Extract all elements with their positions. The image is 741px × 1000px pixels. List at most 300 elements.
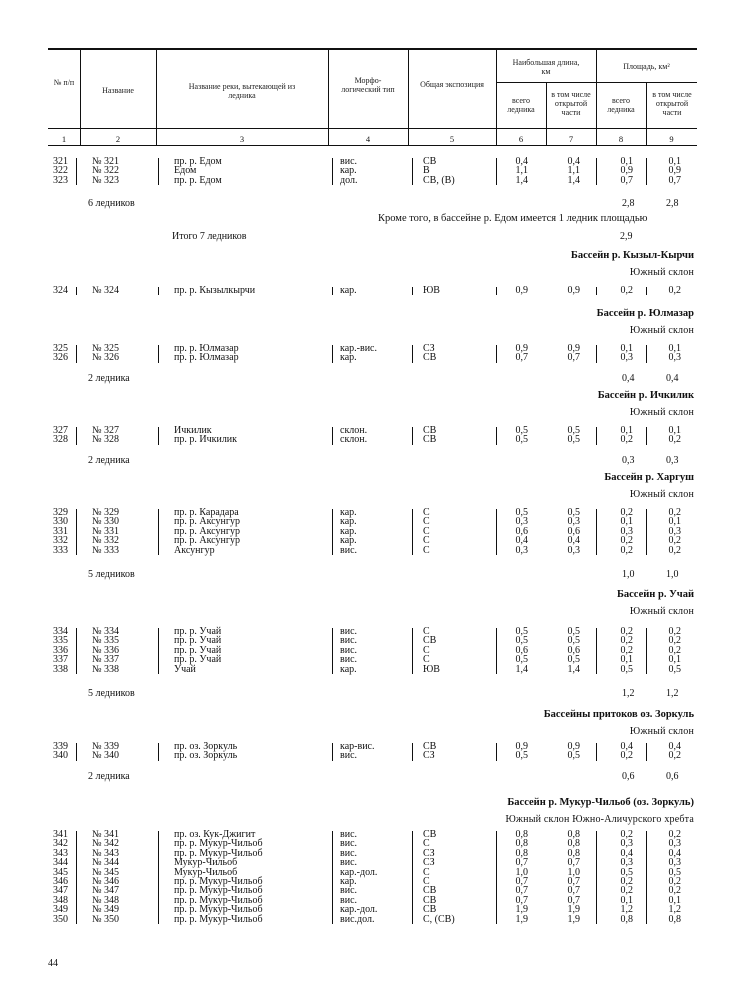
cell-number: 323 bbox=[53, 174, 68, 186]
cell-area-open: 0,2 bbox=[668, 285, 681, 296]
cell-type: вис. bbox=[340, 156, 358, 167]
cell-exposition: С bbox=[423, 644, 430, 656]
cell-number: 341 bbox=[53, 829, 68, 840]
cell-area-open: 0,1 bbox=[668, 343, 681, 354]
cell-name: № 347 bbox=[92, 885, 120, 897]
cell-name: № 339 bbox=[92, 741, 120, 752]
cell-area-open: 0,1 bbox=[668, 425, 681, 436]
cell-length-open: 0,8 bbox=[567, 838, 580, 850]
header-col5: Общая экспозиция bbox=[420, 80, 484, 89]
cell-name: № 343 bbox=[92, 847, 120, 859]
cell-number: 347 bbox=[53, 885, 68, 897]
row-divider-tick bbox=[76, 287, 77, 295]
cell-name: № 346 bbox=[92, 876, 120, 887]
cell-exposition: С bbox=[423, 626, 430, 637]
cell-area: 0,2 bbox=[620, 544, 633, 556]
cell-river: пр. р. Аксунгур bbox=[174, 516, 240, 528]
column-number: 4 bbox=[365, 134, 371, 144]
cell-area: 0,2 bbox=[620, 750, 633, 762]
cell-river: Ичкилик bbox=[174, 425, 212, 436]
row-divider-tick bbox=[646, 831, 647, 924]
row-divider-tick bbox=[496, 509, 497, 555]
row-divider-tick bbox=[596, 287, 597, 295]
row-divider-tick bbox=[332, 345, 333, 363]
cell-length: 0,7 bbox=[515, 885, 528, 897]
cell-area: 0,4 bbox=[620, 741, 633, 752]
cell-river: пр. оз. Зоркуль bbox=[174, 750, 238, 762]
cell-name: № 323 bbox=[92, 174, 120, 186]
cell-exposition: СЗ bbox=[423, 847, 435, 859]
cell-length: 1,4 bbox=[515, 663, 528, 675]
cell-name: № 332 bbox=[92, 535, 120, 547]
row-divider-tick bbox=[332, 427, 333, 445]
cell-area-open: 0,3 bbox=[668, 352, 681, 364]
cell-length: 0,9 bbox=[515, 741, 528, 752]
header-col1: № п/п bbox=[53, 78, 75, 87]
cell-area-open: 0,1 bbox=[668, 156, 681, 167]
row-divider-tick bbox=[496, 158, 497, 185]
cell-area: 0,2 bbox=[620, 535, 633, 547]
basin-heading: Бассейн р. Учай bbox=[616, 589, 694, 600]
row-divider-tick bbox=[646, 427, 647, 445]
cell-name: № 333 bbox=[92, 544, 120, 556]
cell-exposition: С bbox=[423, 876, 430, 887]
cell-area-open: 0,2 bbox=[668, 876, 681, 887]
cell-name: № 321 bbox=[92, 156, 120, 167]
cell-area-open: 0,4 bbox=[668, 741, 681, 752]
cell-area: 0,1 bbox=[620, 343, 633, 354]
cell-length-open: 0,9 bbox=[567, 285, 580, 296]
table-row bbox=[0, 435, 741, 445]
column-number: 2 bbox=[115, 134, 121, 144]
header-divider bbox=[80, 48, 81, 145]
cell-area: 0,2 bbox=[620, 507, 633, 518]
cell-number: 326 bbox=[53, 352, 68, 364]
cell-type: вис. bbox=[340, 644, 358, 656]
cell-river: Едом bbox=[174, 165, 197, 177]
cell-length-open: 0,6 bbox=[567, 525, 580, 537]
cell-type: дол. bbox=[340, 174, 358, 186]
cell-number: 325 bbox=[53, 343, 68, 354]
cell-river: Учай bbox=[174, 663, 196, 675]
row-divider-tick bbox=[158, 743, 159, 761]
row-divider-tick bbox=[158, 628, 159, 674]
cell-length-open: 0,5 bbox=[567, 434, 580, 446]
cell-name: № 325 bbox=[92, 343, 120, 354]
header-divider bbox=[408, 48, 409, 145]
cell-number: 338 bbox=[53, 663, 68, 675]
cell-length-open: 0,4 bbox=[567, 535, 580, 547]
cell-river: пр. р. Аксунгур bbox=[174, 535, 240, 547]
row-divider-tick bbox=[158, 287, 159, 295]
cell-type: вис. bbox=[340, 894, 358, 906]
header-divider bbox=[328, 48, 329, 145]
cell-area-open: 0,2 bbox=[668, 644, 681, 656]
cell-type: вис. bbox=[340, 885, 358, 897]
page-number: 44 bbox=[48, 958, 58, 969]
cell-area-open: 0,2 bbox=[668, 507, 681, 518]
cell-exposition: СЗ bbox=[423, 750, 435, 762]
cell-area-open: 0,2 bbox=[668, 750, 681, 762]
cell-name: № 344 bbox=[92, 857, 120, 869]
cell-number: 334 bbox=[53, 626, 68, 637]
cell-exposition: СВ bbox=[423, 741, 437, 752]
cell-area-open: 0,3 bbox=[668, 525, 681, 537]
cell-type: кар. bbox=[340, 525, 357, 537]
cell-area-open: 0,9 bbox=[668, 165, 681, 177]
cell-type: кар. bbox=[340, 516, 357, 528]
cell-river: пр. р. Мукур-Чильоб bbox=[174, 913, 263, 925]
cell-length-open: 0,7 bbox=[567, 894, 580, 906]
cell-type: кар.-дол. bbox=[340, 904, 378, 916]
cell-name: № 328 bbox=[92, 434, 120, 446]
cell-area-open: 0,2 bbox=[668, 829, 681, 840]
row-divider-tick bbox=[332, 743, 333, 761]
summary-area-open: 1,2 bbox=[666, 688, 679, 699]
row-divider-tick bbox=[76, 158, 77, 185]
cell-length-open: 1,9 bbox=[567, 904, 580, 916]
row-divider-tick bbox=[76, 427, 77, 445]
cell-number: 345 bbox=[53, 866, 68, 878]
cell-name: № 322 bbox=[92, 165, 120, 177]
cell-length: 0,7 bbox=[515, 352, 528, 364]
cell-type: вис. bbox=[340, 829, 358, 840]
header-top-rule bbox=[48, 48, 697, 50]
row-divider-tick bbox=[332, 287, 333, 295]
row-divider-tick bbox=[332, 158, 333, 185]
cell-name: № 336 bbox=[92, 644, 120, 656]
header-column-numbers-top-rule bbox=[48, 128, 697, 129]
column-number: 3 bbox=[239, 134, 245, 144]
cell-area: 0,2 bbox=[620, 829, 633, 840]
cell-river: пр. р. Мукур-Чильоб bbox=[174, 885, 263, 897]
cell-number: 348 bbox=[53, 894, 68, 906]
row-divider-tick bbox=[496, 743, 497, 761]
row-divider-tick bbox=[76, 509, 77, 555]
cell-area-open: 0,2 bbox=[668, 626, 681, 637]
row-divider-tick bbox=[158, 831, 159, 924]
cell-exposition: С bbox=[423, 507, 430, 518]
cell-area: 0,9 bbox=[620, 165, 633, 177]
cell-name: № 341 bbox=[92, 829, 120, 840]
cell-area-open: 0,2 bbox=[668, 885, 681, 897]
cell-area: 0,1 bbox=[620, 156, 633, 167]
table-row bbox=[0, 751, 741, 761]
cell-length-open: 0,8 bbox=[567, 847, 580, 859]
cell-type: кар. bbox=[340, 535, 357, 547]
cell-area: 0,2 bbox=[620, 434, 633, 446]
header-divider bbox=[496, 48, 497, 145]
cell-length: 0,5 bbox=[515, 635, 528, 647]
cell-length-open: 1,4 bbox=[567, 174, 580, 186]
cell-area-open: 0,8 bbox=[668, 913, 681, 925]
cell-exposition: В bbox=[423, 165, 430, 177]
cell-area-open: 0,5 bbox=[668, 866, 681, 878]
cell-number: 336 bbox=[53, 644, 68, 656]
cell-river: пр. р. Аксунгур bbox=[174, 525, 240, 537]
cell-length-open: 0,3 bbox=[567, 516, 580, 528]
column-number: 1 bbox=[61, 134, 67, 144]
summary-count: 5 ледников bbox=[88, 569, 135, 580]
cell-length: 0,5 bbox=[515, 750, 528, 762]
cell-type: кар. bbox=[340, 663, 357, 675]
cell-exposition: С bbox=[423, 516, 430, 528]
row-divider-tick bbox=[412, 158, 413, 185]
basin-heading: Бассейны притоков оз. Зоркуль bbox=[543, 709, 694, 720]
cell-length-open: 0,5 bbox=[567, 425, 580, 436]
cell-length: 1,9 bbox=[515, 904, 528, 916]
column-number: 8 bbox=[618, 134, 624, 144]
cell-length: 0,3 bbox=[515, 544, 528, 556]
basin-heading: Бассейн р. Кызыл-Кырчи bbox=[570, 250, 694, 261]
cell-length-open: 0,4 bbox=[567, 156, 580, 167]
cell-type: кар.-дол. bbox=[340, 866, 378, 878]
cell-name: № 327 bbox=[92, 425, 120, 436]
cell-length: 1,0 bbox=[515, 866, 528, 878]
cell-number: 321 bbox=[53, 156, 68, 167]
cell-river: пр. р. Мукур-Чильоб bbox=[174, 904, 263, 916]
cell-area-open: 0,5 bbox=[668, 663, 681, 675]
cell-name: № 337 bbox=[92, 654, 120, 666]
cell-length: 0,7 bbox=[515, 857, 528, 869]
cell-length-open: 0,8 bbox=[567, 829, 580, 840]
cell-length: 0,4 bbox=[515, 156, 528, 167]
cell-number: 333 bbox=[53, 544, 68, 556]
cell-type: вис. bbox=[340, 847, 358, 859]
cell-exposition: СВ bbox=[423, 635, 437, 647]
summary-area: 1,2 bbox=[622, 688, 635, 699]
row-divider-tick bbox=[158, 427, 159, 445]
cell-name: № 324 bbox=[92, 285, 120, 296]
cell-river: пр. р. Едом bbox=[174, 156, 222, 167]
cell-river: Аксунгур bbox=[174, 544, 215, 556]
cell-river: пр. р. Едом bbox=[174, 174, 222, 186]
cell-number: 322 bbox=[53, 165, 68, 177]
cell-area: 0,1 bbox=[620, 516, 633, 528]
cell-river: пр. р. Мукур-Чильоб bbox=[174, 894, 263, 906]
cell-exposition: СВ bbox=[423, 156, 437, 167]
row-divider-tick bbox=[412, 345, 413, 363]
cell-exposition: СЗ bbox=[423, 343, 435, 354]
cell-area: 0,3 bbox=[620, 838, 633, 850]
cell-length-open: 0,7 bbox=[567, 857, 580, 869]
cell-river: пр. р. Ичкилик bbox=[174, 434, 238, 446]
header-col9: в том числе открытой части bbox=[652, 90, 692, 117]
cell-exposition: С bbox=[423, 654, 430, 666]
cell-river: пр. оз. Кук-Джигит bbox=[174, 829, 256, 840]
header-length-group: Наибольшая длина, км bbox=[512, 58, 580, 76]
summary-count: 6 ледников bbox=[88, 198, 135, 209]
cell-length-open: 0,9 bbox=[567, 343, 580, 354]
row-divider-tick bbox=[412, 287, 413, 295]
cell-area-open: 0,2 bbox=[668, 544, 681, 556]
header-col6: всего ледника bbox=[507, 96, 535, 114]
cell-number: 329 bbox=[53, 507, 68, 518]
cell-exposition: СЗ bbox=[423, 857, 435, 869]
cell-exposition: СВ bbox=[423, 425, 437, 436]
cell-river: Мукур-Чильоб bbox=[174, 866, 238, 878]
cell-exposition: СВ bbox=[423, 352, 437, 364]
cell-length: 0,9 bbox=[515, 343, 528, 354]
cell-area: 0,2 bbox=[620, 285, 633, 296]
summary-area: 2,8 bbox=[622, 198, 635, 209]
cell-name: № 342 bbox=[92, 838, 120, 850]
cell-area: 0,1 bbox=[620, 425, 633, 436]
cell-length-open: 0,5 bbox=[567, 654, 580, 666]
cell-area: 0,2 bbox=[620, 626, 633, 637]
cell-number: 339 bbox=[53, 741, 68, 752]
cell-number: 324 bbox=[53, 285, 68, 296]
row-divider-tick bbox=[496, 628, 497, 674]
slope-label: Южный склон bbox=[629, 267, 694, 278]
summary-count: 2 ледника bbox=[88, 771, 130, 782]
cell-length: 0,7 bbox=[515, 894, 528, 906]
cell-area-open: 0,1 bbox=[668, 894, 681, 906]
row-divider-tick bbox=[76, 743, 77, 761]
summary-area-open: 1,0 bbox=[666, 569, 679, 580]
cell-name: № 345 bbox=[92, 866, 120, 878]
row-divider-tick bbox=[646, 509, 647, 555]
cell-area: 0,2 bbox=[620, 885, 633, 897]
table-row bbox=[0, 665, 741, 675]
summary-area: 0,4 bbox=[622, 373, 635, 384]
summary-area-open: 0,6 bbox=[666, 771, 679, 782]
summary-count: 2 ледника bbox=[88, 455, 130, 466]
summary-area-open: 0,4 bbox=[666, 373, 679, 384]
cell-exposition: С bbox=[423, 535, 430, 547]
column-number: 5 bbox=[449, 134, 455, 144]
cell-area: 0,2 bbox=[620, 635, 633, 647]
cell-type: кар.-вис. bbox=[340, 343, 377, 354]
table-row bbox=[0, 546, 741, 556]
cell-river: пр. р. Учай bbox=[174, 654, 222, 666]
cell-length-open: 0,9 bbox=[567, 741, 580, 752]
summary-area-open: 0,3 bbox=[666, 455, 679, 466]
cell-river: пр. р. Учай bbox=[174, 626, 222, 637]
cell-type: склон. bbox=[340, 434, 368, 446]
row-divider-tick bbox=[158, 509, 159, 555]
slope-label: Южный склон bbox=[629, 489, 694, 500]
cell-area: 0,1 bbox=[620, 654, 633, 666]
summary-count: 2 ледника bbox=[88, 373, 130, 384]
cell-type: вис. bbox=[340, 857, 358, 869]
cell-exposition: С, (СВ) bbox=[423, 913, 455, 925]
row-divider-tick bbox=[596, 743, 597, 761]
cell-area-open: 0,2 bbox=[668, 535, 681, 547]
cell-type: кар. bbox=[340, 876, 357, 887]
cell-length: 0,8 bbox=[515, 829, 528, 840]
cell-length: 0,5 bbox=[515, 425, 528, 436]
basin-heading: Бассейн р. Ичкилик bbox=[597, 390, 694, 401]
cell-length-open: 0,5 bbox=[567, 635, 580, 647]
cell-exposition: СВ bbox=[423, 434, 437, 446]
cell-length: 1,1 bbox=[515, 165, 528, 177]
cell-exposition: СВ, (В) bbox=[423, 174, 455, 186]
cell-area-open: 0,4 bbox=[668, 847, 681, 859]
row-divider-tick bbox=[158, 345, 159, 363]
cell-exposition: С bbox=[423, 838, 430, 850]
cell-type: вис. bbox=[340, 838, 358, 850]
cell-exposition: СВ bbox=[423, 894, 437, 906]
header-divider bbox=[596, 48, 597, 145]
cell-name: № 334 bbox=[92, 626, 120, 637]
cell-length-open: 0,5 bbox=[567, 507, 580, 518]
table-row bbox=[0, 353, 741, 363]
cell-length-open: 1,4 bbox=[567, 663, 580, 675]
row-divider-tick bbox=[412, 427, 413, 445]
cell-number: 346 bbox=[53, 876, 68, 887]
cell-length: 0,3 bbox=[515, 516, 528, 528]
cell-area-open: 0,1 bbox=[668, 516, 681, 528]
cell-number: 332 bbox=[53, 535, 68, 547]
header-col8: всего ледника bbox=[607, 96, 635, 114]
row-divider-tick bbox=[646, 158, 647, 185]
cell-exposition: С bbox=[423, 525, 430, 537]
cell-length-open: 1,1 bbox=[567, 165, 580, 177]
slope-label: Южный склон bbox=[629, 407, 694, 418]
cell-length: 0,7 bbox=[515, 876, 528, 887]
header-divider bbox=[156, 48, 157, 145]
cell-length-open: 0,5 bbox=[567, 626, 580, 637]
row-divider-tick bbox=[158, 158, 159, 185]
cell-type: кар. bbox=[340, 352, 357, 364]
cell-type: склон. bbox=[340, 425, 368, 436]
cell-length-open: 1,0 bbox=[567, 866, 580, 878]
row-divider-tick bbox=[496, 345, 497, 363]
column-number: 6 bbox=[518, 134, 524, 144]
summary-area: 0,6 bbox=[622, 771, 635, 782]
cell-area: 0,8 bbox=[620, 913, 633, 925]
cell-length-open: 0,3 bbox=[567, 544, 580, 556]
cell-river: пр. р. Учай bbox=[174, 644, 222, 656]
edom-note: Кроме того, в бассейне р. Едом имеется 1 ледник площадью bbox=[378, 213, 648, 224]
cell-number: 344 bbox=[53, 857, 68, 869]
row-divider-tick bbox=[76, 628, 77, 674]
cell-number: 349 bbox=[53, 904, 68, 916]
cell-type: кар. bbox=[340, 507, 357, 518]
row-divider-tick bbox=[496, 287, 497, 295]
cell-river: пр. р. Кызылкырчи bbox=[174, 285, 256, 296]
row-divider-tick bbox=[412, 628, 413, 674]
cell-area: 0,4 bbox=[620, 847, 633, 859]
cell-length: 0,5 bbox=[515, 626, 528, 637]
cell-river: пр. р. Мукур-Чильоб bbox=[174, 847, 263, 859]
cell-name: № 330 bbox=[92, 516, 120, 528]
cell-area-open: 0,2 bbox=[668, 434, 681, 446]
cell-name: № 335 bbox=[92, 635, 120, 647]
cell-number: 328 bbox=[53, 434, 68, 446]
cell-length: 0,8 bbox=[515, 838, 528, 850]
cell-area-open: 0,2 bbox=[668, 635, 681, 647]
cell-type: кар-вис. bbox=[340, 741, 375, 752]
total-area: 2,9 bbox=[620, 231, 633, 242]
cell-number: 330 bbox=[53, 516, 68, 528]
header-col4: Морфо-логический тип bbox=[341, 76, 395, 94]
cell-length: 0,8 bbox=[515, 847, 528, 859]
row-divider-tick bbox=[596, 345, 597, 363]
row-divider-tick bbox=[596, 831, 597, 924]
cell-type: вис. bbox=[340, 750, 358, 762]
cell-number: 350 bbox=[53, 913, 68, 925]
row-divider-tick bbox=[646, 345, 647, 363]
cell-name: № 326 bbox=[92, 352, 120, 364]
cell-area-open: 1,2 bbox=[668, 904, 681, 916]
basin-heading: Бассейн р. Харгуш bbox=[604, 472, 694, 483]
cell-number: 342 bbox=[53, 838, 68, 850]
cell-river: пр. р. Мукур-Чильоб bbox=[174, 838, 263, 850]
cell-type: кар. bbox=[340, 285, 357, 296]
cell-number: 335 bbox=[53, 635, 68, 647]
